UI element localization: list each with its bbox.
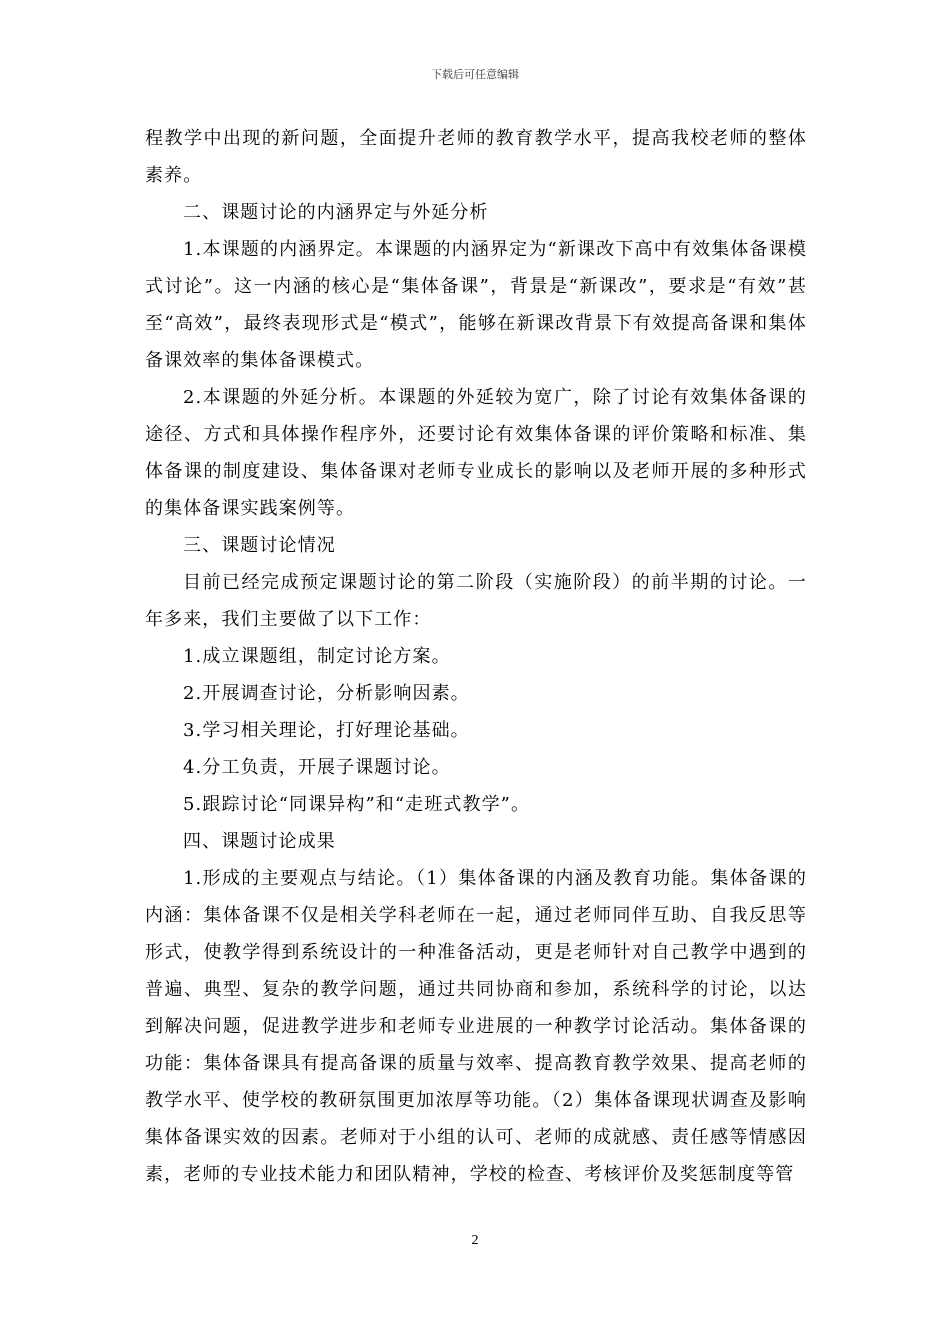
paragraph: 2.本课题的外延分析。本课题的外延较为宽广，除了讨论有效集体备课的途径、方式和具体操作程序外，还要讨论有效集体备课的评价策略和标准、集体备课的制度建设、集体备课对老师专业成长的影响以及老师开展的多种形式的集体备课实践案例等。 <box>145 387 807 519</box>
body-text <box>145 120 807 1193</box>
paragraph: 1.本课题的内涵界定。本课题的内涵界定为“新课改下高中有效集体备课模式讨论”。这一内涵的核心是“集体备课”，背景是“新课改”，要求是“有效”甚至“高效”，最终表现形式是“模式”，能够在新课改背景下有效提高备课和集体备课效率的集体备课模式。 <box>145 239 807 371</box>
page-number: 2 <box>471 1233 479 1248</box>
paragraph: 目前已经完成预定课题讨论的第二阶段（实施阶段）的前半期的讨论。一年多来，我们主要做了以下工作： <box>145 572 807 630</box>
paragraph: 二、课题讨论的内涵界定与外延分析 <box>183 202 489 223</box>
paragraph: 四、课题讨论成果 <box>183 831 336 852</box>
paragraph: 三、课题讨论情况 <box>183 535 336 556</box>
paragraph: 1.成立课题组，制定讨论方案。 <box>183 646 451 667</box>
paragraph: 5.跟踪讨论“同课异构”和“走班式教学”。 <box>183 794 531 815</box>
paragraph: 程教学中出现的新问题，全面提升老师的教育教学水平，提高我校老师的整体素养。 <box>145 128 807 186</box>
paragraph: 3.学习相关理论，打好理论基础。 <box>183 720 470 741</box>
page-header: 下载后可任意编辑 <box>431 68 519 81</box>
paragraph: 4.分工负责，开展子课题讨论。 <box>183 757 451 778</box>
paragraph: 1.形成的主要观点与结论。（1）集体备课的内涵及教育功能。集体备课的内涵：集体备课不仅是相关学科老师在一起，通过老师同伴互助、自我反思等形式，使教学得到系统设计的一种准备活动，更是老师针对自己教学中遇到的普遍、典型、复杂的教学问题，通过共同协商和参加，系统科学的讨论，以达到解决问题，促进教学进步和老师专业进展的一种教学讨论活动。集体备课的功能：集体备课具有提高备课的质量与效率、提高教育教学效果、提高老师的教学水平、使学校的教研氛围更加浓厚等功能。（2）集体备课现状调查及影响集体备课实效的因素。老师对于小组的认可、老师的成就感、责任感等情感因素，老师的专业技术能力和团队精神，学校的检查、考核评价及奖惩制度等管 <box>145 868 807 1185</box>
paragraph: 2.开展调查讨论，分析影响因素。 <box>183 683 470 704</box>
